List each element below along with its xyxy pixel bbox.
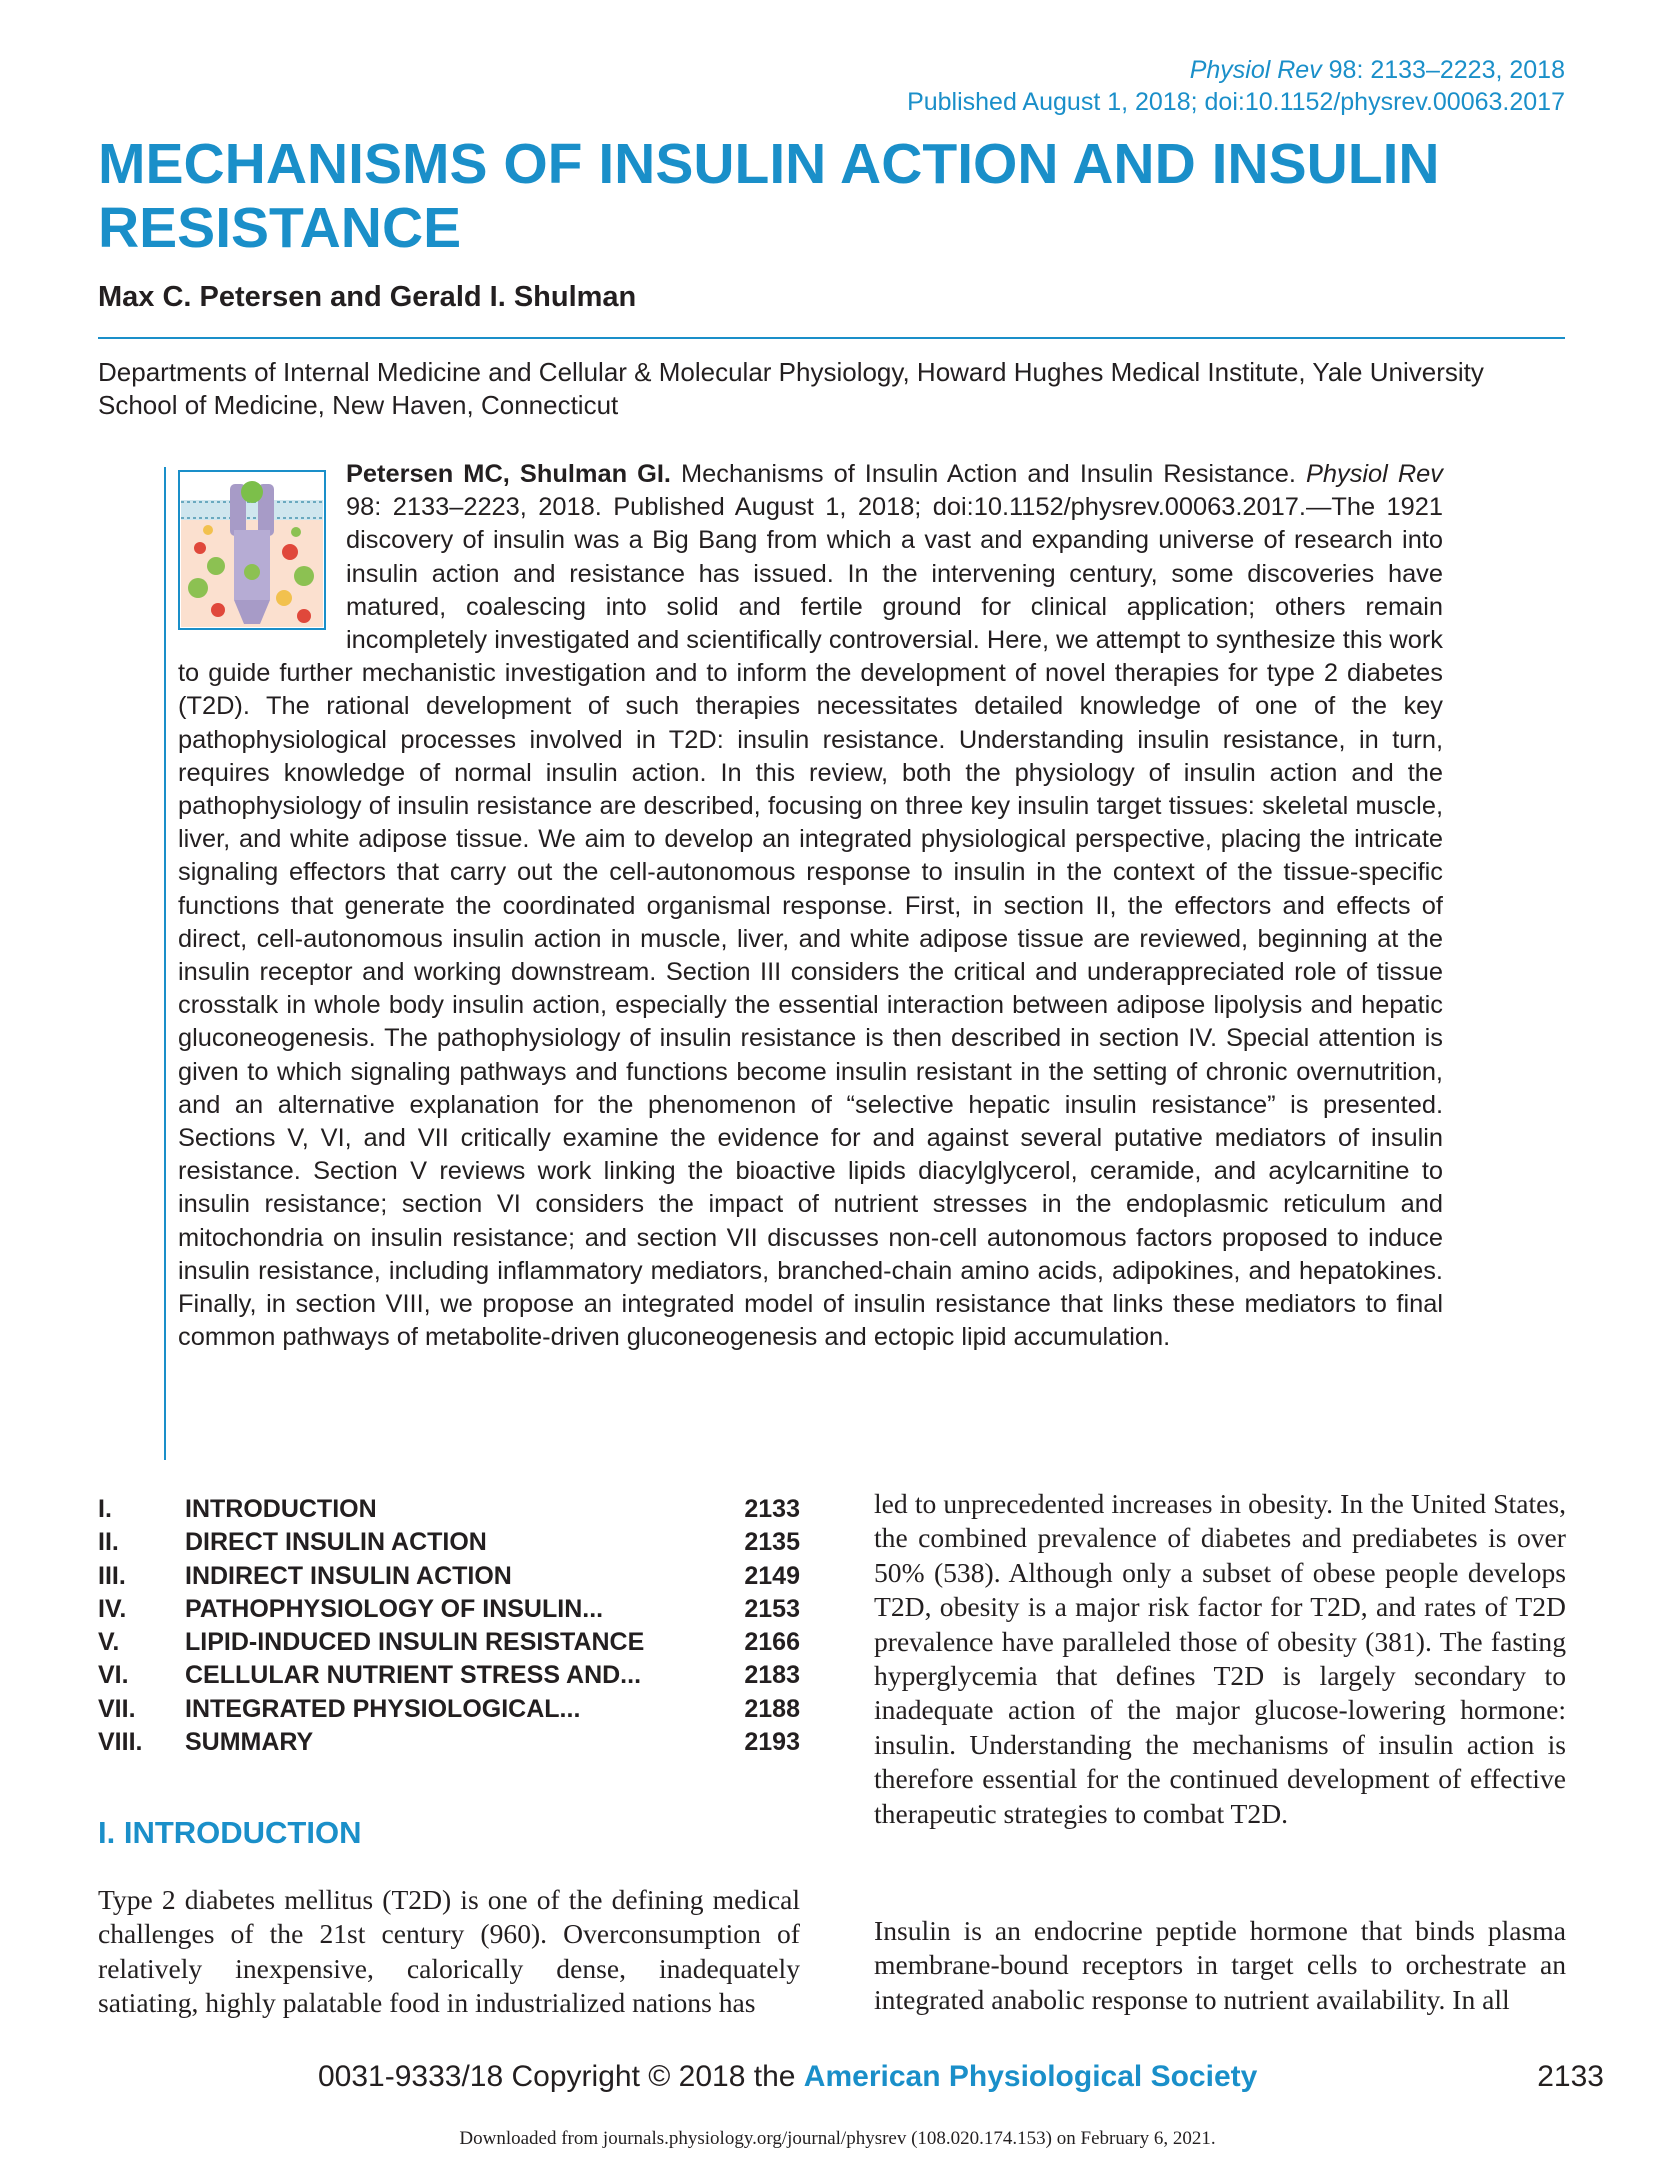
intro-paragraph: Type 2 diabetes mellitus (T2D) is one of the defining medical challenges of the 21st century (960). Overconsumption of relatively inexpensive, calorically dense, inadequately satiating, highly palatable food in industrialized nations has <box>98 1884 800 2019</box>
toc-number: III. <box>98 1561 126 1590</box>
journal-reference <box>907 54 1565 118</box>
toc-label: INTEGRATED PHYSIOLOGICAL... <box>185 1694 581 1723</box>
toc-item[interactable] <box>98 1626 800 1659</box>
toc-item[interactable] <box>98 1560 800 1593</box>
citation-line <box>907 54 1565 86</box>
abstract-ref-journal: Physiol Rev <box>1305 460 1443 488</box>
toc-item[interactable] <box>98 1593 800 1626</box>
toc-label: INDIRECT INSULIN ACTION <box>185 1561 512 1590</box>
column2-paragraph-2: Insulin is an endocrine peptide hormone that binds plasma membrane-bound receptors in target cells to orchestrate an integrated anabolic response to nutrient availability. In all <box>874 1915 1566 2015</box>
toc-page: 2153 <box>744 1594 800 1623</box>
toc-page: 2135 <box>744 1528 800 1557</box>
toc-label: DIRECT INSULIN ACTION <box>185 1528 487 1557</box>
toc-item[interactable] <box>98 1526 800 1559</box>
section-heading-introduction: I. INTRODUCTION <box>98 1815 362 1850</box>
article-title: MECHANISMS OF INSULIN ACTION AND INSULIN RESISTANCE <box>98 132 1440 260</box>
toc-number: VI. <box>98 1661 129 1690</box>
abstract-figure-thumbnail <box>178 470 326 630</box>
toc-label: LIPID-INDUCED INSULIN RESISTANCE <box>185 1628 645 1657</box>
toc-page: 2133 <box>744 1495 800 1523</box>
toc-item[interactable] <box>98 1726 800 1759</box>
copyright-line <box>318 2060 1257 2094</box>
download-note: Downloaded from journals.physiology.org/journal/physrev (108.020.174.153) on February 6, 2021. <box>459 2128 1216 2149</box>
toc-number: IV. <box>98 1594 127 1623</box>
affiliation: Departments of Internal Medicine and Cellular & Molecular Physiology, Howard Hughes Medical Institute, Yale University School of Medicine, New Haven, Connecticut <box>98 357 1484 420</box>
published-line: Published August 1, 2018; doi:10.1152/physrev.00063.2017 <box>907 88 1565 116</box>
toc-number: VIII. <box>98 1728 143 1757</box>
abstract-ref-title: Mechanisms of Insulin Action and Insulin Resistance. <box>671 460 1306 488</box>
toc-page: 2193 <box>744 1728 800 1757</box>
toc-label: SUMMARY <box>185 1728 314 1757</box>
abstract-text: —The 1921 discovery of insulin was a Big Bang from which a vast and expanding universe of research into insulin action and resistance has issued. In the intervening century, some discoveries have matured, coalescing into solid and fertile ground for clinical application; others remain incompletely investigated and scientifically controversial. Here, we attempt to synthesize this work to guide further mechanistic investigation and to inform the development of novel therapies for type 2 diabetes (T2D). The rational development of such therapies necessitates detailed knowledge of one of the key pathophysiological processes involved in T2D: insulin resistance. Understanding insulin resistance, in turn, requires knowledge of normal insulin action. In this review, both the physiology of insulin action and the pathophysiology of insulin resistance are described, focusing on three key insulin target tissues: skeletal muscle, liver, and white adipose tissue. We aim to develop an integrated physiological perspective, placing the intricate signaling effectors that carry out the cell-autonomous response to insulin in the context of the tissue-specific functions that generate the coordinated organismal response. First, in section II, the effectors and effects of direct, cell-autonomous insulin action in muscle, liver, and white adipose tissue are reviewed, beginning at the insulin receptor and working downstream. Section III considers the critical and underappreciated role of tissue crosstalk in whole body insulin action, especially the essential interaction between adipose lipolysis and hepatic gluconeogenesis. The pathophysiology of insulin resistance is then described in section IV. Special attention is given to which signaling pathways and functions become insulin resistant in the setting of chronic overnutrition, and an alternative explanation for the phenomenon of “selective hepatic insulin resistance” is presented. Sections V, VI, and VII critically examine the evidence for and against several putative mediators of insulin resistance. Section V reviews work linking the bioactive lipids diacylglycerol, ceramide, and acylcarnitine to insulin resistance; section VI considers the impact of nutrient stresses in the endoplasmic reticulum and mitochondria on insulin resistance; and section VII discusses non-cell autonomous factors proposed to induce insulin resistance, including inflammatory mediators, branched-chain amino acids, adipokines, and hepatokines. Finally, in section VIII, we propose an integrated model of insulin resistance that links these mediators to final common pathways of metabolite-driven gluconeogenesis and ectopic lipid accumulation. <box>178 493 1443 1352</box>
toc-number: V. <box>98 1628 120 1657</box>
toc-label: INTRODUCTION <box>185 1495 377 1523</box>
toc-page: 2183 <box>744 1661 800 1690</box>
society-name: American Physiological Society <box>803 2060 1258 2093</box>
abstract-ref-details: 98: 2133–2223, 2018. Published August 1, 2018; doi:10.1152/physrev.00063.2017. <box>346 493 1306 522</box>
toc-item[interactable] <box>98 1693 800 1726</box>
abstract <box>178 458 1443 1354</box>
toc-page: 2188 <box>744 1694 800 1723</box>
toc-number: II. <box>98 1528 119 1557</box>
toc-page: 2166 <box>744 1628 800 1657</box>
toc-item[interactable] <box>98 1493 800 1526</box>
journal-name: Physiol Rev <box>1189 56 1322 84</box>
abstract-bracket <box>164 467 166 1460</box>
toc-label: PATHOPHYSIOLOGY OF INSULIN... <box>185 1594 604 1623</box>
citation-volume: 98: 2133–2223, 2018 <box>1321 56 1565 84</box>
issn-copyright: 0031-9333/18 Copyright © 2018 the <box>318 2060 804 2093</box>
toc-item[interactable] <box>98 1659 800 1692</box>
toc-page: 2149 <box>744 1561 800 1590</box>
toc-number: VII. <box>98 1694 136 1723</box>
table-of-contents <box>98 1493 800 1759</box>
page-number: 2133 <box>1537 2060 1604 2093</box>
toc-number: I. <box>98 1495 112 1523</box>
toc-label: CELLULAR NUTRIENT STRESS AND... <box>185 1661 642 1690</box>
header-divider <box>98 337 1565 339</box>
column2-paragraph-1: led to unprecedented increases in obesity. In the United States, the combined prevalence of diabetes and prediabetes is over 50% (538). Although only a subset of obese people develops T2D, obesity is a major risk factor for T2D, and rates of T2D prevalence have paralleled those of obesity (381). The fasting hyperglycemia that defines T2D is largely secondary to inadequate action of the major glucose-lowering hormone: insulin. Understanding the mechanisms of insulin action is therefore essential for the continued development of effective therapeutic strategies to combat T2D. <box>874 1488 1566 1829</box>
abstract-lead-authors: Petersen MC, Shulman GI. <box>346 460 671 488</box>
authors: Max C. Petersen and Gerald I. Shulman <box>98 281 637 313</box>
